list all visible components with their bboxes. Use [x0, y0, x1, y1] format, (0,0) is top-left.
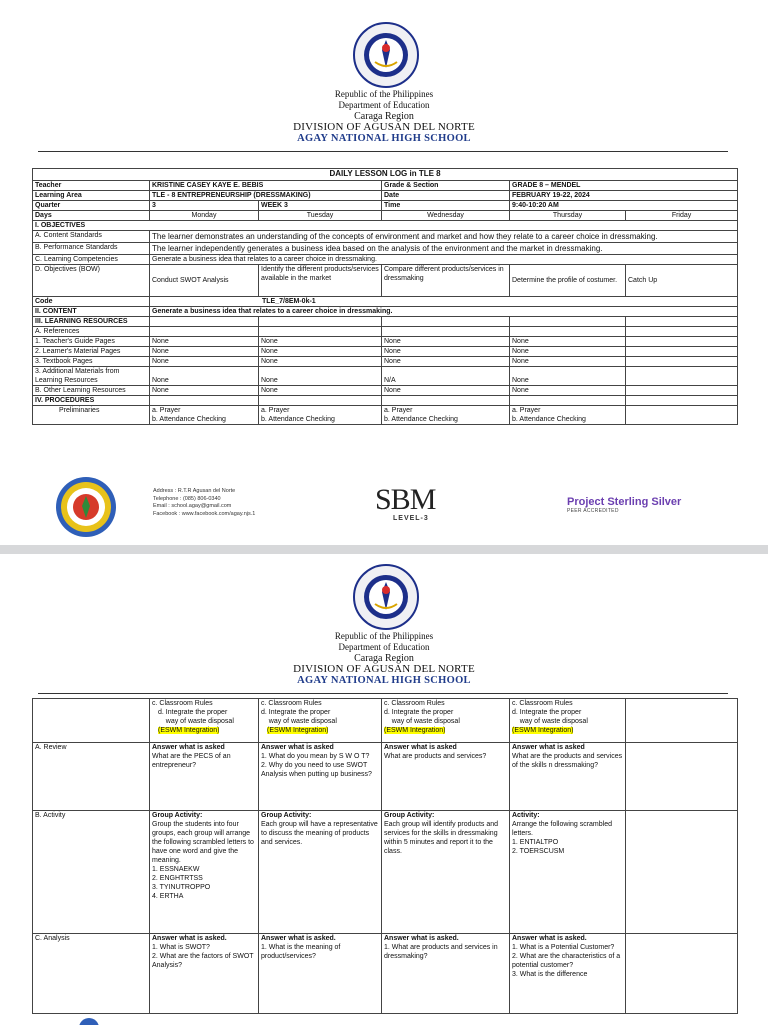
procedures-table	[32, 698, 738, 1014]
review-label: A. Review	[33, 743, 150, 811]
date-label: Date	[382, 191, 510, 201]
teacher-label: Teacher	[33, 181, 150, 191]
add-tuesday: None	[259, 367, 382, 386]
school-name: AGAY NATIONAL HIGH SCHOOL	[297, 133, 471, 144]
procedures-heading: IV. PROCEDURES	[33, 396, 150, 406]
bow-thursday: Determine the profile of costumer.	[510, 265, 626, 297]
analysis-label: C. Analysis	[33, 934, 150, 1014]
bow-tuesday: Identify the different products/services available in the market	[259, 265, 382, 297]
division-line: DIVISION OF AGUSAN DEL NORTE	[293, 121, 475, 133]
letterhead	[0, 89, 768, 144]
deped-seal-icon	[353, 564, 419, 630]
sbm-title: SBM	[375, 483, 436, 516]
eswm-badge: (ESWM Integration)	[384, 727, 446, 734]
division-line: DIVISION OF AGUSAN DEL NORTE	[293, 663, 475, 675]
performance-text: The learner independently generates a business idea based on the analysis of the environment and the market in dressmaking.	[150, 243, 738, 255]
review-thursday: Answer what is asked What are the products and services of the skills n dressmaking?	[510, 743, 626, 811]
deped-seal-icon	[353, 22, 419, 88]
bow-monday: Conduct SWOT Analysis	[150, 265, 259, 297]
resources-heading: III. LEARNING RESOURCES	[33, 317, 150, 327]
prelim-monday: a. Prayer b. Attendance Checking	[150, 406, 259, 425]
review-monday: Answer what is asked What are the PECS of an entrepreneur?	[150, 743, 259, 811]
additional-label: 3. Additional Materials from Learning Resources	[33, 367, 150, 386]
preliminaries-label: Preliminaries	[33, 406, 150, 425]
sbm-logo	[375, 485, 435, 522]
cont-monday: c. Classroom Rules d. Integrate the proper way of waste disposal (ESWM Integration)	[150, 699, 259, 743]
department-line: Department of Education	[338, 642, 430, 652]
project-subtitle: PEER ACCREDITED	[567, 508, 619, 514]
cont-tuesday: c. Classroom Rules d. Integrate the proper way of waste disposal (ESWM Integration)	[259, 699, 382, 743]
cont-wednesday: c. Classroom Rules d. Integrate the proper way of waste disposal (ESWM Integration)	[382, 699, 510, 743]
competencies-text: Generate a business idea that relates to a career choice in dressmaking.	[150, 255, 738, 265]
content-heading: II. CONTENT	[33, 307, 150, 317]
day-monday: Monday	[150, 211, 259, 221]
prelim-wednesday: a. Prayer b. Attendance Checking	[382, 406, 510, 425]
prelim-thursday: a. Prayer b. Attendance Checking	[510, 406, 626, 425]
telephone-line: Telephone : (085) 806-0340	[153, 495, 221, 502]
prelim-tuesday: a. Prayer b. Attendance Checking	[259, 406, 382, 425]
eswm-badge: (ESWM Integration)	[267, 727, 329, 734]
header-rule	[38, 151, 728, 152]
bow-friday: Catch Up	[626, 265, 738, 297]
content-standards-label: A. Content Standards	[33, 231, 150, 243]
analysis-tuesday: Answer what is asked. 1. What is the meaning of product/services?	[259, 934, 382, 1014]
analysis-thursday: Answer what is asked. 1. What is a Potential Customer? 2. What are the characteristics of a potential customer? 3. What is the difference	[510, 934, 626, 1014]
lm-monday: None	[150, 347, 259, 357]
lm-wednesday: None	[382, 347, 510, 357]
header-rule	[38, 693, 728, 694]
activity-label: B. Activity	[33, 811, 150, 934]
bow-wednesday: Compare different products/services in dressmaking	[382, 265, 510, 297]
add-thursday: None	[510, 367, 626, 386]
tb-label: 3. Textbook Pages	[33, 357, 150, 367]
cont-thursday: c. Classroom Rules d. Integrate the proper way of waste disposal (ESWM Integration)	[510, 699, 626, 743]
school-logo-icon	[55, 476, 117, 538]
tb-monday: None	[150, 357, 259, 367]
page-footer	[0, 470, 768, 545]
eswm-badge: (ESWM Integration)	[512, 727, 574, 734]
address-line: Address : R.T.R Agusan del Norte	[153, 488, 236, 494]
eswm-badge: (ESWM Integration)	[158, 727, 220, 734]
day-thursday: Thursday	[510, 211, 626, 221]
area-value: TLE - 8 ENTREPRENEURSHIP (DRESSMAKING)	[150, 191, 382, 201]
lm-tuesday: None	[259, 347, 382, 357]
activity-thursday: Activity: Arrange the following scrambled letters. 1. ENTIALTPO 2. TOERSCUSM	[510, 811, 626, 934]
analysis-wednesday: Answer what is asked. 1. What are products and services in dressmaking?	[382, 934, 510, 1014]
activity-monday: Group Activity: Group the students into four groups, each group will arrange the following scrambled letters to have one word and give the meaning. 1. ESSNAEKW 2. ENGHTRTSS 3. TYINUTROPPO 4. ERTHA	[150, 811, 259, 934]
department-line: Department of Education	[338, 100, 430, 110]
review-tuesday: Answer what is asked 1. What do you mean by S W O T? 2. Why do you need to use SWOT Analysis when putting up business?	[259, 743, 382, 811]
content-standards-text: The learner demonstrates an understanding of the concepts of environment and market and how they relate to a career choice in dressmaking.	[150, 231, 738, 243]
republic-line: Republic of the Philippines	[334, 631, 434, 641]
area-label: Learning Area	[33, 191, 150, 201]
other-tuesday: None	[259, 386, 382, 396]
objectives-heading: I. OBJECTIVES	[33, 221, 738, 231]
week-value: WEEK 3	[259, 201, 382, 211]
other-label: B. Other Learning Resources	[33, 386, 150, 396]
other-monday: None	[150, 386, 259, 396]
tg-label: 1. Teacher's Guide Pages	[33, 337, 150, 347]
school-name: AGAY NATIONAL HIGH SCHOOL	[297, 675, 471, 686]
document-page-2	[0, 554, 768, 1024]
region-line: Caraga Region	[354, 111, 414, 122]
analysis-monday: Answer what is asked. 1. What is SWOT? 2. What are the factors of SWOT Analysis?	[150, 934, 259, 1014]
page-separator	[0, 545, 768, 554]
project-logo	[567, 496, 681, 514]
tg-thursday: None	[510, 337, 626, 347]
time-label: Time	[382, 201, 510, 211]
project-title: Project Sterling Silver	[567, 496, 682, 508]
grade-value: GRADE 8 – MENDEL	[510, 181, 738, 191]
day-wednesday: Wednesday	[382, 211, 510, 221]
tg-monday: None	[150, 337, 259, 347]
grade-label: Grade & Section	[382, 181, 510, 191]
republic-line: Republic of the Philippines	[334, 89, 434, 99]
other-wednesday: None	[382, 386, 510, 396]
lm-label: 2. Learner's Material Pages	[33, 347, 150, 357]
email-line: Email : school.agay@gmail.com	[153, 503, 232, 509]
bow-label: D. Objectives (BOW)	[33, 265, 150, 297]
log-title: DAILY LESSON LOG in TLE 8	[33, 169, 738, 181]
facebook-line: Facebook : www.facebook.com/agay.njs.1	[153, 510, 256, 517]
day-tuesday: Tuesday	[259, 211, 382, 221]
letterhead	[0, 631, 768, 686]
teacher-value: KRISTINE CASEY KAYE E. BEBIS	[150, 181, 382, 191]
quarter-value: 3	[150, 201, 259, 211]
date-value: FEBRUARY 19-22, 2024	[510, 191, 738, 201]
activity-wednesday: Group Activity: Each group will identify products and services for the skills in dressmaking within 5 minutes and report it to the class.	[382, 811, 510, 934]
lesson-log-table	[32, 168, 738, 425]
add-monday: None	[150, 367, 259, 386]
review-wednesday: Answer what is asked What are products and services?	[382, 743, 510, 811]
code-label: Code	[33, 297, 150, 307]
content-value: Generate a business idea that relates to a career choice in dressmaking.	[150, 307, 738, 317]
region-line: Caraga Region	[354, 653, 414, 664]
tg-wednesday: None	[382, 337, 510, 347]
add-wednesday: N/A	[382, 367, 510, 386]
competencies-label: C. Learning Competencies	[33, 255, 150, 265]
references-label: A. References	[33, 327, 150, 337]
performance-label: B. Performance Standards	[33, 243, 150, 255]
days-label: Days	[33, 211, 150, 221]
other-thursday: None	[510, 386, 626, 396]
time-value: 9:40-10:20 AM	[510, 201, 738, 211]
tb-thursday: None	[510, 357, 626, 367]
code-value: TLE_7/8EM-0k-1	[150, 297, 738, 307]
quarter-label: Quarter	[33, 201, 150, 211]
tb-tuesday: None	[259, 357, 382, 367]
activity-tuesday: Group Activity: Each group will have a representative to discuss the meaning of products and services.	[259, 811, 382, 934]
tb-wednesday: None	[382, 357, 510, 367]
tg-tuesday: None	[259, 337, 382, 347]
day-friday: Friday	[626, 211, 738, 221]
contact-block	[153, 488, 255, 518]
lm-thursday: None	[510, 347, 626, 357]
sbm-level: LEVEL-3	[393, 515, 429, 522]
